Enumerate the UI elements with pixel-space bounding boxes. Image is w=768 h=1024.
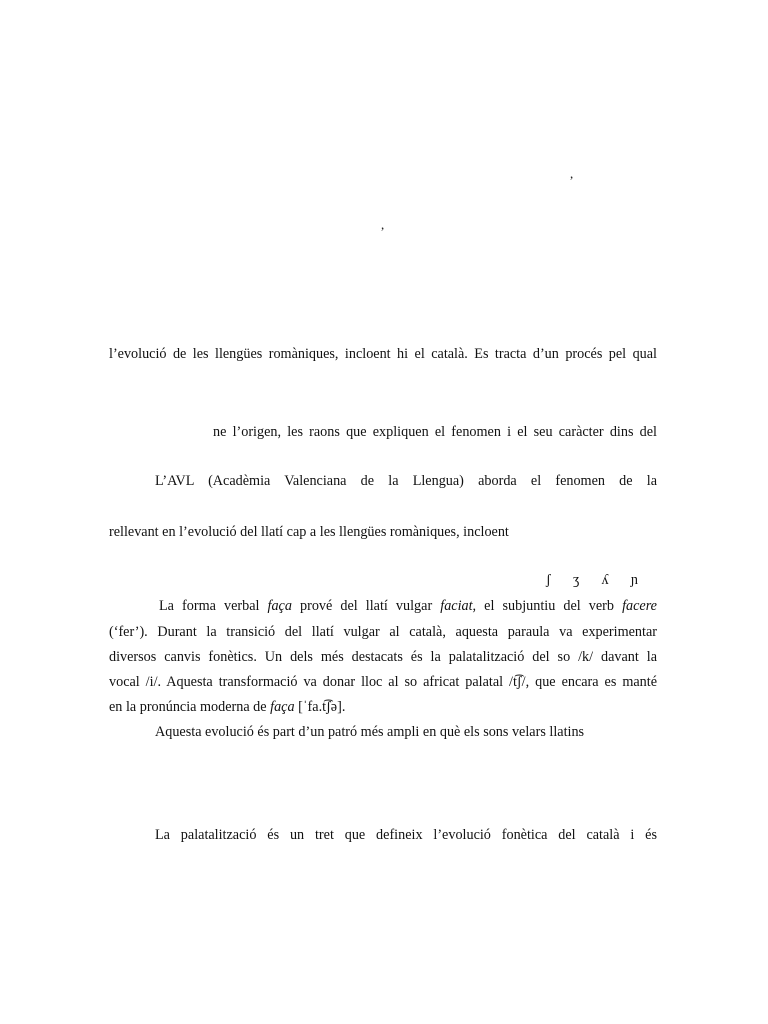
text-run: vocal /i/. Aquesta transformació va donar lloc al so africat palatal [109, 674, 510, 690]
text-fragment-line: L’AVL (Acadèmia Valenciana de la Llengua) aborda el fenomen de la [155, 473, 657, 489]
paragraph-line [109, 673, 657, 691]
italic-term: facere [622, 598, 657, 614]
text-run: en la pronúncia moderna de [109, 699, 271, 715]
paragraph-line: La palatalització és un tret que defineix l’evolució fonètica del català i és [155, 827, 657, 843]
text-run: , que encara es manté [525, 674, 657, 690]
text-fragment-line: ne l’origen, les raons que expliquen el fenomen i el seu caràcter dins del [213, 424, 657, 440]
stray-comma: , [381, 217, 385, 232]
ipa-symbol: ʃ [546, 572, 551, 588]
text-run: el subjuntiu del verb [476, 598, 623, 614]
text-run: prové del llatí vulgar [291, 598, 441, 614]
stray-comma: , [570, 166, 574, 181]
ipa-symbol: ʎ [601, 572, 609, 588]
ipa-transcription: [ˈfa.t͡ʃə]. [294, 699, 346, 715]
text-fragment-line: l’evolució de les llengües romàniques, incloent hi el català. Es tracta d’un procés pel qual [109, 346, 657, 362]
paragraph-line [109, 698, 345, 716]
paragraph-line [159, 597, 657, 615]
text-fragment-line: rellevant en l’evolució del llatí cap a les llengües romàniques, incloent [109, 524, 509, 540]
paragraph-line: Aquesta evolució és part d’un patró més ampli en què els sons velars llatins [155, 724, 585, 740]
ipa-symbol: ʒ [572, 572, 580, 588]
paragraph-line: (‘fer’). Durant la transició del llatí vulgar al català, aquesta paraula va experimentar [109, 624, 657, 640]
text-run: La forma verbal [159, 598, 268, 614]
ipa-transcription: /t͡ʃ/ [509, 674, 526, 690]
italic-term: faça [267, 598, 292, 614]
ipa-symbols-row [546, 572, 638, 589]
paragraph-line: diversos canvis fonètics. Un dels més destacats és la palatalització del so /k/ davant la [109, 649, 657, 665]
ipa-symbol: ɲ [630, 572, 638, 588]
italic-term: faciat, [440, 598, 477, 614]
italic-term: faça [270, 699, 295, 715]
